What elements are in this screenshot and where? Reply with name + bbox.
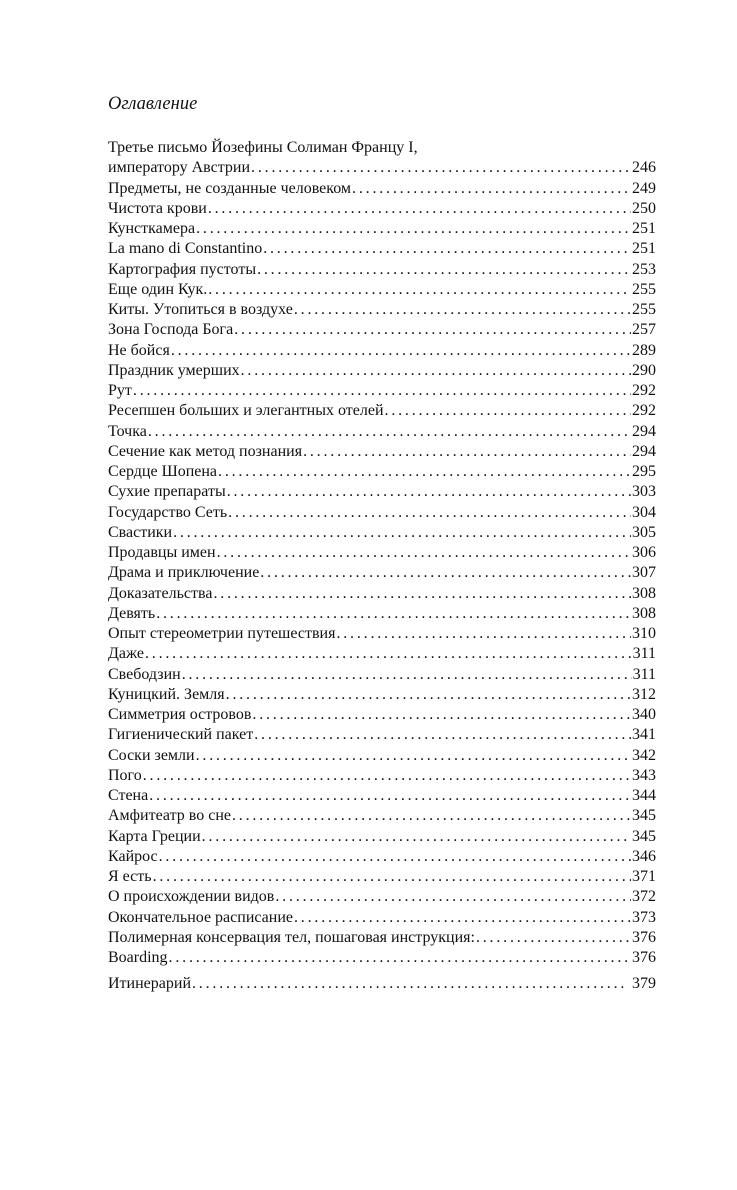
toc-entry-page: 310 [632,625,656,642]
toc-entry-page: 305 [632,523,656,541]
toc-leader [145,644,632,664]
toc-entry-title: Предметы, не созданные человеком [108,179,352,197]
toc-entry-title: Окончательное расписание [108,908,293,926]
toc-entry-title: Рут [108,382,132,399]
toc-entry [108,725,656,745]
toc-leader [149,786,631,806]
toc-entry-title: Киты. Утопиться в воздухе [108,301,293,318]
toc-entry-title: Пого [108,766,142,784]
toc-leader [156,604,631,624]
toc-entry-page: 342 [632,746,656,764]
toc-entry [108,685,656,705]
toc-entry [108,341,656,361]
toc-entry-title: Амфитеатр во сне [108,807,231,825]
toc-entry-final [108,974,656,994]
toc-entry [108,827,656,847]
toc-entry-page: 372 [632,888,656,906]
toc-entry [108,746,656,766]
toc-entry [108,300,656,320]
toc-entry-title: Опыт стереометрии путешествия [108,625,336,642]
toc-leader [218,462,631,482]
toc-entry-page: 295 [632,463,656,480]
toc-entry [108,361,656,381]
toc-entry-page: 253 [632,260,656,278]
toc-entry-title: Ресепшен больших и элегантных отелей [108,402,384,420]
toc-entry [108,320,656,340]
toc-entry [108,766,656,786]
toc-entry-title: Сухие препараты [108,483,226,501]
toc-entry-title: Доказательства [108,584,213,602]
toc-entry-title: Праздник умерших [108,361,240,379]
toc-leader [260,563,631,583]
toc-entry-title: Свастики [108,523,173,541]
toc-entry [108,887,656,907]
toc-entry [108,523,656,543]
toc-entry-page: 373 [632,908,656,926]
toc-entry-title: Итинерарий [108,975,191,993]
toc-entry-title: Boarding [108,949,168,966]
toc-entry-page: 249 [632,179,656,197]
toc-entry-title: Гигиенический пакет [108,726,254,744]
toc-entry [108,624,656,644]
toc-entry [108,482,656,502]
toc-entry-title: Кайрос [108,847,158,865]
toc-entry-title: Я есть [108,868,152,885]
toc-entry-title: Еще один Кук. [108,280,208,298]
toc-entry-page: 376 [632,949,656,966]
toc-entry-page: 376 [632,928,656,946]
toc-entry [108,786,656,806]
toc-entry-title: Полимерная консервация тел, пошаговая инструкция: [108,928,475,946]
toc-entry [108,503,656,523]
toc-leader [241,361,631,381]
toc-entry [108,644,656,664]
toc-entry [108,928,656,948]
toc-entry [108,219,656,239]
toc-leader [336,624,631,644]
toc-entry [108,442,656,462]
toc-entry-title: Чистота крови [108,199,207,217]
toc-leader [294,908,631,928]
toc-leader [196,219,631,239]
toc-entry [108,584,656,604]
toc-entry [108,867,656,887]
toc-entry [108,422,656,442]
toc-entry [108,239,656,259]
toc-leader [169,948,631,968]
toc-entry-title: Соски земли [108,746,195,764]
toc-leader [252,705,631,725]
toc-entry-page: 251 [632,240,656,258]
toc-entry-page: 292 [632,402,656,420]
toc-entry-page: 346 [632,847,656,865]
toc-leader [202,827,631,847]
toc-entry-page: 312 [632,685,656,703]
toc-leader [227,482,631,502]
toc-leader [275,887,631,907]
toc-entry-page: 255 [632,301,656,318]
toc-leader [257,260,631,280]
toc-leader [208,280,631,300]
toc-entry-page: 251 [632,220,656,237]
toc-entry-title: Симметрия островов [108,706,252,723]
toc-entry [108,604,656,624]
toc-entry-title: императору Австрии [108,159,251,177]
toc-list [108,138,656,995]
toc-entry-title: Даже [108,645,144,663]
toc-leader [213,584,631,604]
toc-entry-title: Картография пустоты [108,260,257,278]
toc-entry-title: Продавцы имен [108,544,216,561]
toc-leader [182,665,632,685]
toc-entry-page: 340 [632,706,656,723]
toc-entry-page: 292 [632,382,656,399]
toc-entry-title: Зона Господа Бога [108,321,234,339]
toc-leader [263,239,631,259]
toc-entry-title: Государство Сеть [108,503,228,521]
toc-leader [159,847,631,867]
toc-entry-page: 306 [632,544,656,561]
toc-entry [108,158,656,178]
toc-entry [108,280,656,300]
toc-entry [108,401,656,421]
toc-entry-page: 289 [632,341,656,359]
toc-leader [228,503,631,523]
toc-entry [108,948,656,968]
toc-entry [108,260,656,280]
toc-leader [303,442,631,462]
toc-entry [108,665,656,685]
toc-leader [173,523,631,543]
toc-entry-page: 290 [632,361,656,379]
toc-entry-title: Стена [108,787,149,804]
toc-entry-title: Девять [108,604,156,622]
toc-entry [108,543,656,563]
toc-entry [108,179,656,199]
toc-entry [108,908,656,928]
toc-entry-title: Кунсткамера [108,220,196,237]
toc-leader [352,179,631,199]
toc-leader [196,746,631,766]
toc-leader [171,341,631,361]
toc-leader [385,401,631,421]
toc-entry-page: 311 [632,665,656,683]
toc-entry-page: 255 [632,280,656,298]
toc-leader [192,974,628,994]
toc-entry-page: 294 [632,442,656,460]
toc-entry-page: 343 [632,766,656,784]
toc-entry-page: 307 [632,564,656,582]
toc-leader [143,766,631,786]
toc-leader [226,685,631,705]
toc-entry-page: 341 [632,726,656,744]
toc-entry-page: 344 [632,787,656,804]
toc-leader [294,300,631,320]
toc-entry-page: 303 [632,483,656,501]
toc-leader [133,381,631,401]
toc-entry-title: Точка [108,422,147,440]
toc-entry [108,199,656,219]
toc-entry-title: La mano di Constantino [108,240,263,258]
toc-entry-first-line [108,138,656,158]
toc-entry-page: 345 [632,807,656,825]
toc-entry-page: 379 [632,975,656,993]
toc-entry-title: Куницкий. Земля [108,685,225,703]
toc-leader [476,928,631,948]
toc-entry-title: Сердце Шопена [108,463,218,480]
toc-entry-page: 304 [632,503,656,521]
toc-entry-page: 345 [632,827,656,845]
toc-entry-page: 311 [632,645,656,663]
toc-entry [108,705,656,725]
toc-entry [108,462,656,482]
toc-leader [234,320,631,340]
toc-leader [251,158,631,178]
toc-entry [108,563,656,583]
toc-entry [108,381,656,401]
toc-entry-title: Сечение как метод познания [108,442,303,460]
toc-entry-page: 308 [632,604,656,622]
toc-entry-page: 294 [632,422,656,440]
toc-entry-title: Свебодзин [108,665,181,683]
toc-entry-title: Драма и приключение [108,564,260,582]
toc-entry-title: Не бойся [108,341,170,359]
toc-leader [232,806,631,826]
toc-entry-page: 250 [632,199,656,217]
toc-entry-title: Третье письмо Йозефины Солиман Францу I, [108,139,418,156]
toc-entry [108,806,656,826]
toc-entry-page: 246 [632,159,656,177]
toc-entry-title: О происхождении видов [108,888,275,906]
toc-entry-title: Карта Греции [108,827,201,845]
toc-entry-page: 371 [632,868,656,885]
toc-entry [108,847,656,867]
toc-leader [208,199,631,219]
toc-heading: Оглавление [108,94,198,114]
toc-leader [254,725,631,745]
toc-entry-page: 257 [632,321,656,339]
toc-leader [153,867,631,887]
toc-leader [217,543,631,563]
toc-leader [148,422,631,442]
toc-entry-page: 308 [632,584,656,602]
